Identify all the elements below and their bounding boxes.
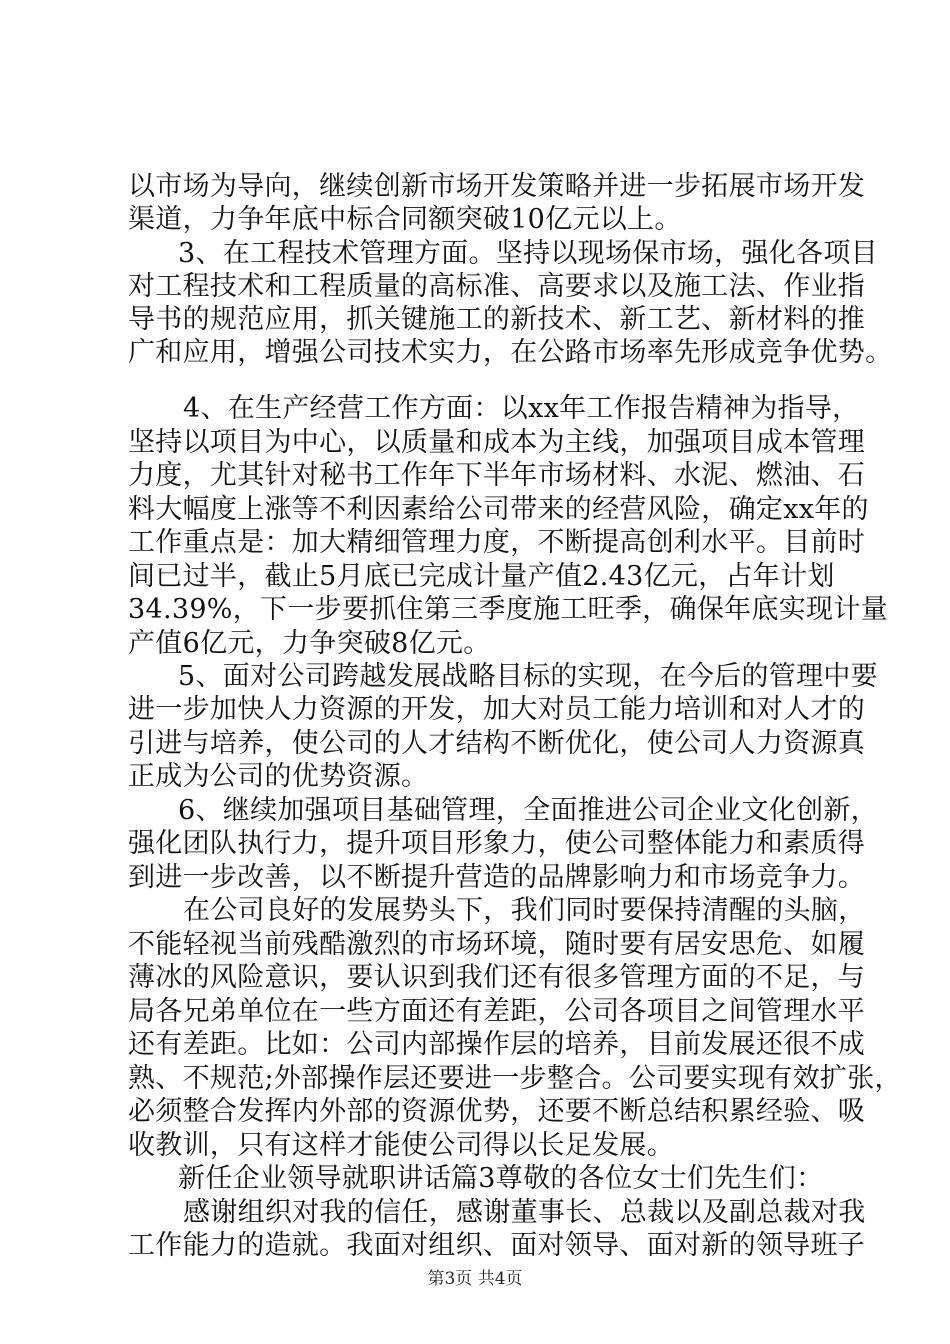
text-line: 导书的规范应用，抓关键施工的新技术、新工艺、新材料的推 — [128, 304, 866, 335]
text-line: 料大幅度上涨等不利因素给公司带来的经营风险，确定xx年的 — [128, 494, 869, 525]
text-line: 熟、不规范;外部操作层还要进一步整合。公司要实现有效扩张， — [128, 1063, 902, 1094]
text-line: 薄冰的风险意识，要认识到我们还有很多管理方面的不足，与 — [128, 962, 866, 993]
text-line: 产值6亿元，力争突破8亿元。 — [128, 628, 491, 659]
text-line: 到进一步改善，以不断提升营造的品牌影响力和市场竞争力。 — [128, 862, 866, 893]
text-line: 3、在工程技术管理方面。坚持以现场保市场，强化各项目 — [178, 238, 878, 269]
text-line: 坚持以项目为中心，以质量和成本为主线，加强项目成本管理 — [128, 427, 866, 458]
text-line: 局各兄弟单位在一些方面还有差距，公司各项目之间管理水平 — [128, 996, 866, 1027]
text-line: 工作重点是：加大精细管理力度，不断提高创利水平。目前时 — [128, 527, 866, 558]
text-line: 间已过半，截止5月底已完成计量产值2.43亿元，占年计划 — [128, 561, 835, 592]
text-line: 广和应用，增强公司技术实力，在公路市场率先形成竞争优势。 — [128, 337, 893, 368]
page-number-footer: 第3页 共4页 — [427, 1269, 523, 1289]
text-line: 力度，尤其针对秘书工作年下半年市场材料、水泥、燃油、石 — [128, 460, 866, 491]
text-line: 6、继续加强项目基础管理，全面推进公司企业文化创新， — [178, 795, 878, 826]
text-line: 对工程技术和工程质量的高标准、高要求以及施工法、作业指 — [128, 271, 866, 302]
text-line: 强化团队执行力，提升项目形象力，使公司整体能力和素质得 — [128, 828, 866, 859]
text-line: 工作能力的造就。我面对组织、面对领导、面对新的领导班子 — [128, 1230, 866, 1261]
text-line: 以市场为导向，继续创新市场开发策略并进一步拓展市场开发 — [128, 171, 866, 202]
text-line: 正成为公司的优势资源。 — [128, 761, 429, 792]
text-line: 收教训，只有这样才能使公司得以长足发展。 — [128, 1130, 674, 1161]
text-line: 引进与培养，使公司的人才结构不断优化，使公司人力资源真 — [128, 728, 866, 759]
text-line: 感谢组织对我的信任，感谢董事长、总裁以及副总裁对我 — [183, 1197, 866, 1228]
text-line: 渠道，力争年底中标合同额突破10亿元以上。 — [128, 204, 682, 235]
text-line: 34.39%，下一步要抓住第三季度施工旺季，确保年底实现计量 — [128, 594, 888, 625]
text-line: 5、面对公司跨越发展战略目标的实现，在今后的管理中要 — [178, 661, 878, 692]
text-line: 还有差距。比如：公司内部操作层的培养，目前发展还很不成 — [128, 1029, 866, 1060]
text-line: 4、在生产经营工作方面：以xx年工作报告精神为指导， — [183, 393, 860, 424]
text-line: 不能轻视当前残酷激烈的市场环境，随时要有居安思危、如履 — [128, 929, 866, 960]
text-line: 进一步加快人力资源的开发，加大对员工能力培训和对人才的 — [128, 694, 866, 725]
text-line: 在公司良好的发展势头下，我们同时要保持清醒的头脑， — [183, 895, 866, 926]
text-line: 必须整合发挥内外部的资源优势，还要不断总结积累经验、吸 — [128, 1096, 866, 1127]
text-line: 新任企业领导就职讲话篇3尊敬的各位女士们先生们： — [178, 1163, 824, 1194]
